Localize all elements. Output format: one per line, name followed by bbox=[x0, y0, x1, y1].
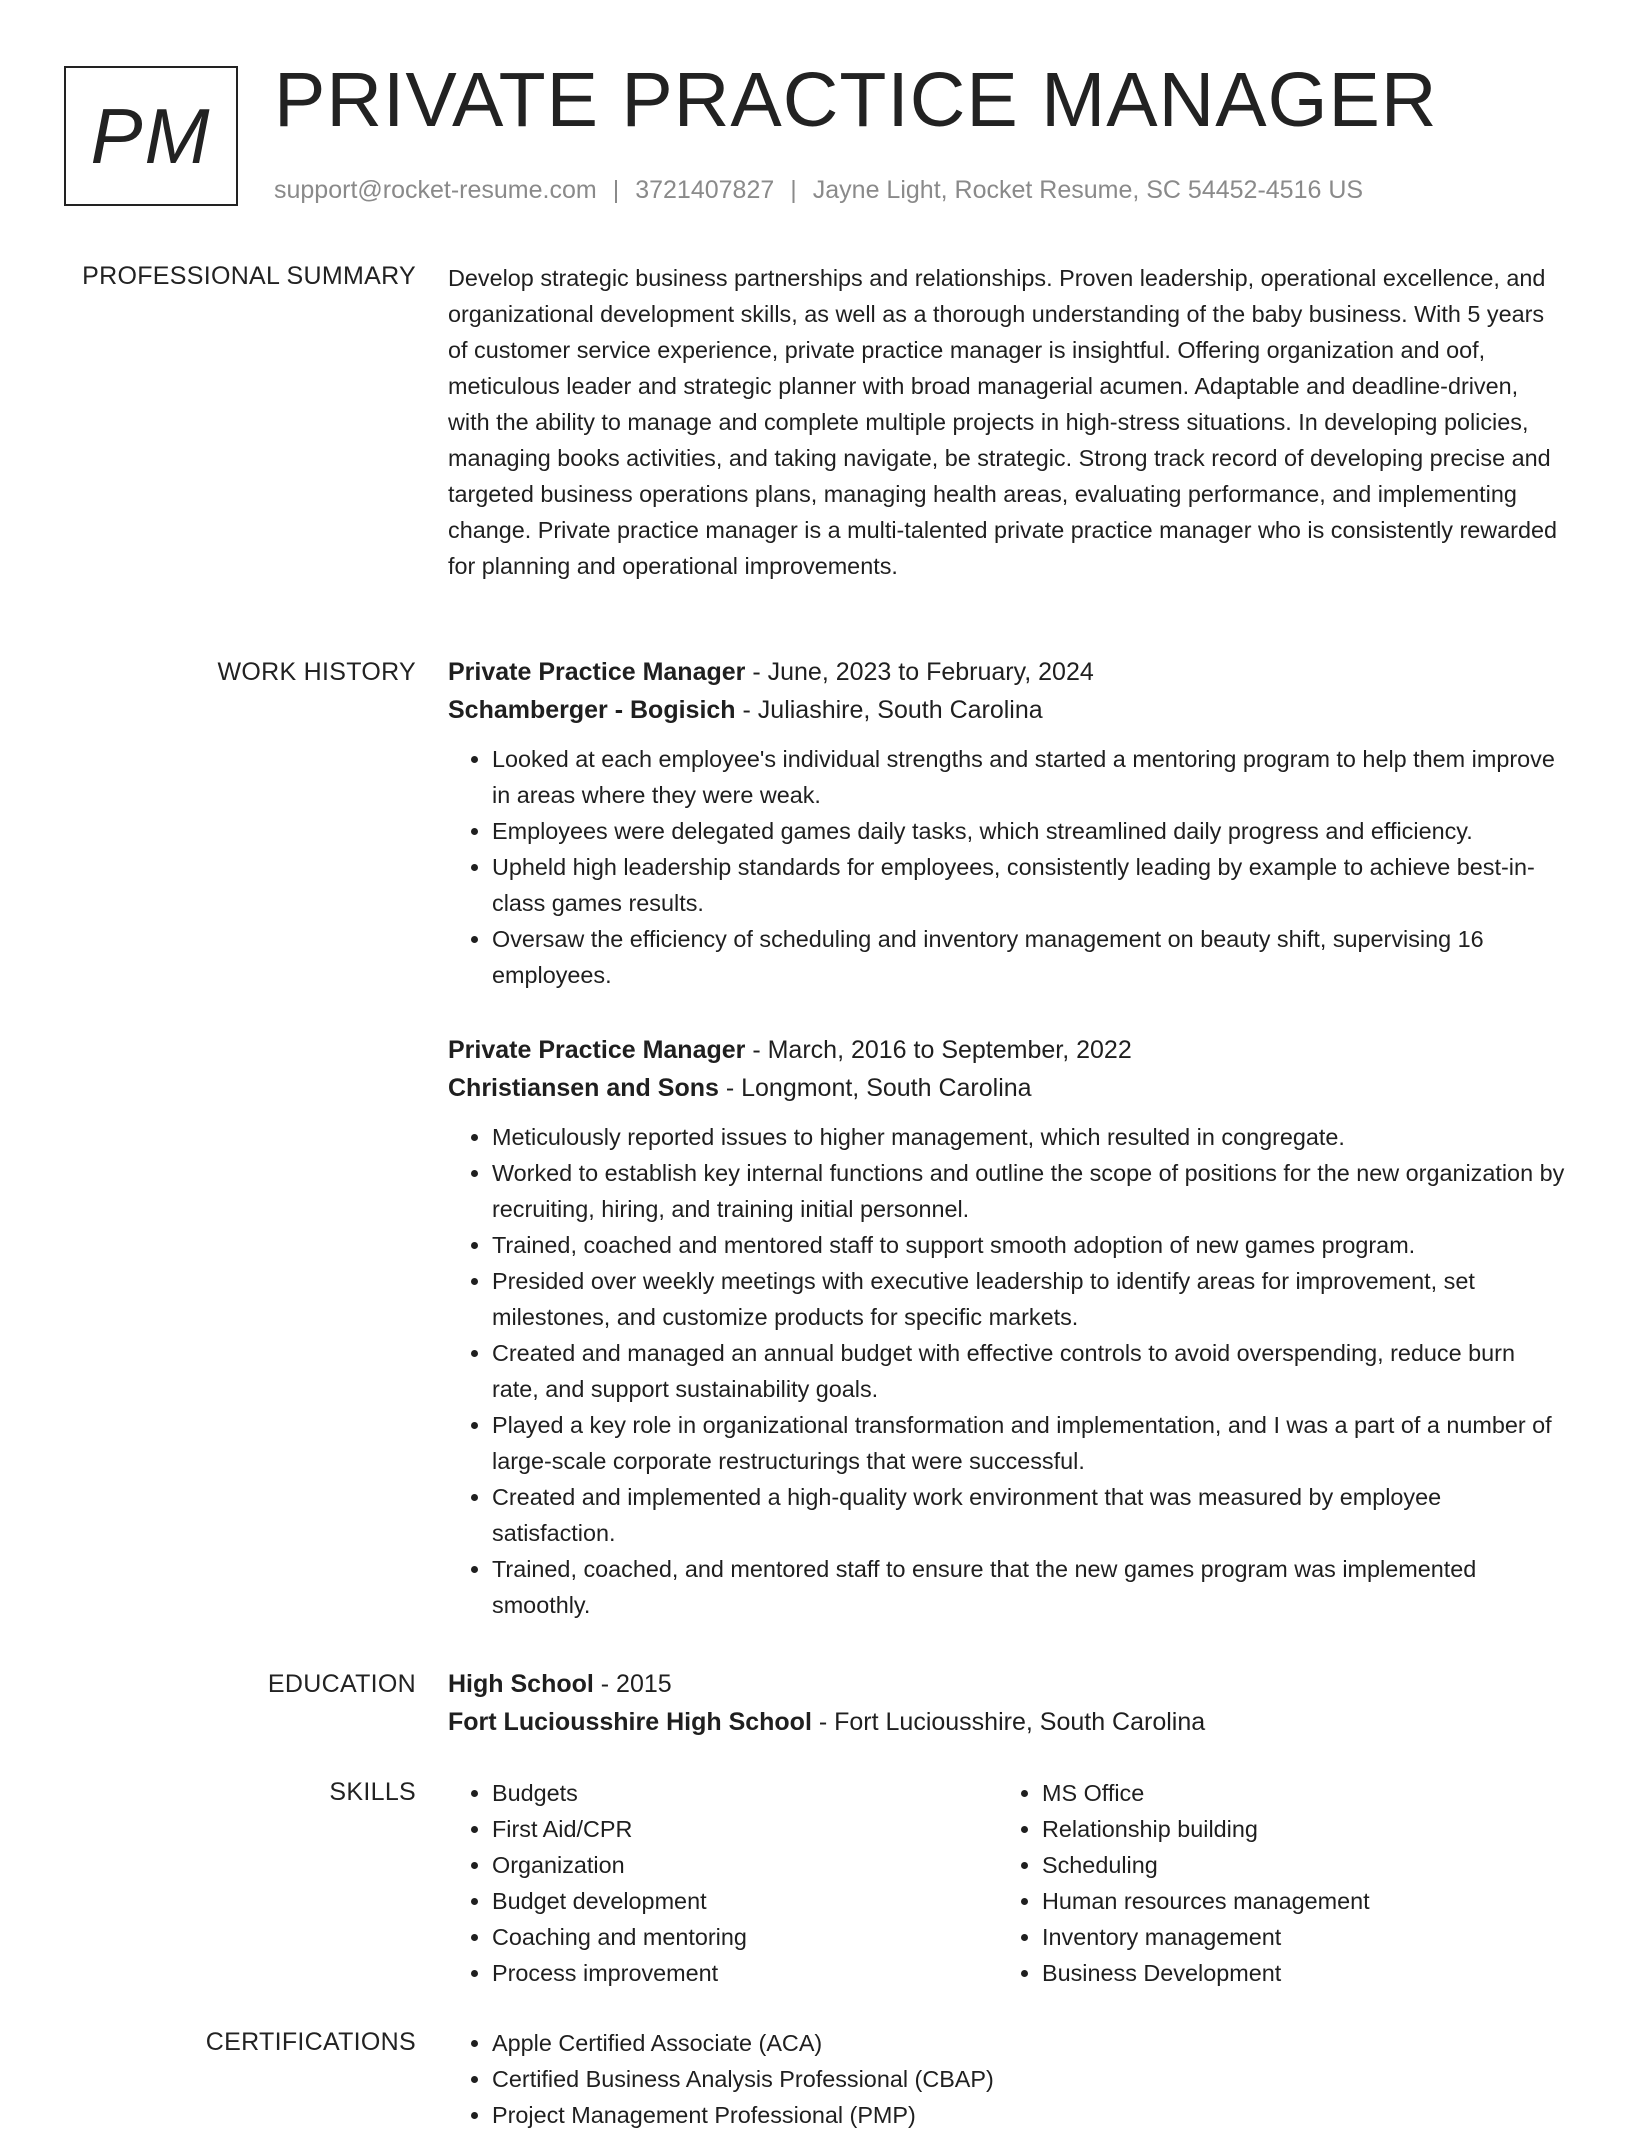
contact-line bbox=[274, 176, 1363, 205]
contact-phone[interactable]: 3721407827 bbox=[635, 176, 775, 204]
section-label-certifications: CERTIFICATIONS bbox=[205, 2028, 416, 2056]
job-dates: - March, 2016 to September, 2022 bbox=[745, 1036, 1132, 1064]
job-location: - Juliashire, South Carolina bbox=[735, 696, 1043, 724]
skill-item: • Human resources management bbox=[1042, 1883, 1370, 1919]
job-bullet: • Trained, coached, and mentored staff to ensure that the new games program was implemented smoothly. bbox=[492, 1551, 1566, 1623]
section-label-work-history: WORK HISTORY bbox=[217, 658, 416, 686]
job-bullet: • Created and implemented a high-quality work environment that was measured by employee satisfaction. bbox=[492, 1479, 1566, 1551]
summary-text bbox=[448, 260, 1566, 584]
job-bullets bbox=[448, 741, 1566, 993]
certification-item: • Project Management Professional (PMP) bbox=[492, 2097, 994, 2133]
contact-separator: | bbox=[790, 176, 797, 204]
job-bullet: • Worked to establish key internal functions and outline the scope of positions for the new organization by recruiting, hiring, and training initial personnel. bbox=[492, 1155, 1566, 1227]
job-title: Private Practice Manager bbox=[448, 658, 746, 686]
section-label-skills: SKILLS bbox=[329, 1778, 416, 1806]
job-location: - Longmont, South Carolina bbox=[718, 1074, 1032, 1102]
education-entry bbox=[448, 1665, 1566, 1741]
skill-item: • Inventory management bbox=[1042, 1919, 1370, 1955]
education-degree: High School bbox=[448, 1670, 594, 1698]
section-label-summary: PROFESSIONAL SUMMARY bbox=[82, 262, 416, 290]
job-dates: - June, 2023 to February, 2024 bbox=[745, 658, 1094, 686]
education-year: - 2015 bbox=[593, 1670, 672, 1698]
education-degree-line bbox=[448, 1665, 1566, 1703]
job-title-line bbox=[448, 653, 1566, 691]
job-title-line bbox=[448, 1031, 1566, 1069]
skill-item: • First Aid/CPR bbox=[492, 1811, 747, 1847]
certification-item: • Certified Business Analysis Professional (CBAP) bbox=[492, 2061, 994, 2097]
monogram-logo: PM bbox=[64, 66, 238, 206]
skills-list-right bbox=[998, 1775, 1370, 1991]
education-school: Fort Luciousshire High School bbox=[448, 1708, 812, 1736]
skill-item: • Budgets bbox=[492, 1775, 747, 1811]
contact-address: Jayne Light, Rocket Resume, SC 54452-4516 US bbox=[812, 176, 1364, 204]
job-bullet: • Played a key role in organizational transformation and implementation, and I was a part of a number of large-scale corporate restructurings that were successful. bbox=[492, 1407, 1566, 1479]
skill-item: • Business Development bbox=[1042, 1955, 1370, 1991]
job-bullet: • Employees were delegated games daily tasks, which streamlined daily progress and efficiency. bbox=[492, 813, 1566, 849]
job-entry-2 bbox=[448, 1031, 1566, 1623]
skill-item: • Budget development bbox=[492, 1883, 747, 1919]
job-company-line bbox=[448, 1069, 1566, 1107]
skill-item: • Relationship building bbox=[1042, 1811, 1370, 1847]
skills-list-left bbox=[448, 1775, 747, 1991]
job-bullet: • Oversaw the efficiency of scheduling and inventory management on beauty shift, supervising 16 employees. bbox=[492, 921, 1566, 993]
job-company-line bbox=[448, 691, 1566, 729]
job-bullet: • Looked at each employee's individual strengths and started a mentoring program to help them improve in areas where they were weak. bbox=[492, 741, 1566, 813]
education-school-line bbox=[448, 1703, 1566, 1741]
education-location: - Fort Luciousshire, South Carolina bbox=[811, 1708, 1206, 1736]
certification-item: • Apple Certified Associate (ACA) bbox=[492, 2025, 994, 2061]
job-bullet: • Trained, coached and mentored staff to support smooth adoption of new games program. bbox=[492, 1227, 1566, 1263]
skill-item: • Coaching and mentoring bbox=[492, 1919, 747, 1955]
job-bullet: • Upheld high leadership standards for employees, consistently leading by example to achieve best-in-class games results. bbox=[492, 849, 1566, 921]
job-bullets bbox=[448, 1119, 1566, 1623]
skill-item: • Organization bbox=[492, 1847, 747, 1883]
job-company: Schamberger - Bogisich bbox=[448, 696, 736, 724]
skill-item: • MS Office bbox=[1042, 1775, 1370, 1811]
contact-email[interactable]: support@rocket-resume.com bbox=[274, 176, 597, 204]
skill-item: • Process improvement bbox=[492, 1955, 747, 1991]
job-entry-1 bbox=[448, 653, 1566, 993]
job-bullet: • Created and managed an annual budget with effective controls to avoid overspending, reduce burn rate, and support sustainability goals. bbox=[492, 1335, 1566, 1407]
contact-separator: | bbox=[612, 176, 620, 204]
job-bullet: • Meticulously reported issues to higher management, which resulted in congregate. bbox=[492, 1119, 1566, 1155]
job-company: Christiansen and Sons bbox=[448, 1074, 719, 1102]
job-bullet: • Presided over weekly meetings with executive leadership to identify areas for improvement, set milestones, and customize products for specific markets. bbox=[492, 1263, 1566, 1335]
certifications-list bbox=[448, 2025, 994, 2133]
resume-name: PRIVATE PRACTICE MANAGER bbox=[274, 57, 1438, 143]
job-title: Private Practice Manager bbox=[448, 1036, 746, 1064]
section-label-education: EDUCATION bbox=[267, 1670, 416, 1698]
skill-item: • Scheduling bbox=[1042, 1847, 1370, 1883]
summary-paragraph: Develop strategic business partnerships and relationships. Proven leadership, operational excellence, and organizational development skills, as well as a thorough understanding of the baby business. With 5 years of customer service experience, private practice manager is insightful. Offering organization and oof, meticulous leader and strategic planner with broad managerial acumen. Adaptable and deadline-driven, with the ability to manage and complete multiple projects in high-stress situations. In developing policies, managing books activities, and taking navigate, be strategic. Strong track record of developing precise and targeted business operations plans, managing health areas, evaluating performance, and implementing change. Private practice manager is a multi-talented private practice manager who is consistently rewarded for planning and operational improvements. bbox=[448, 265, 1557, 579]
